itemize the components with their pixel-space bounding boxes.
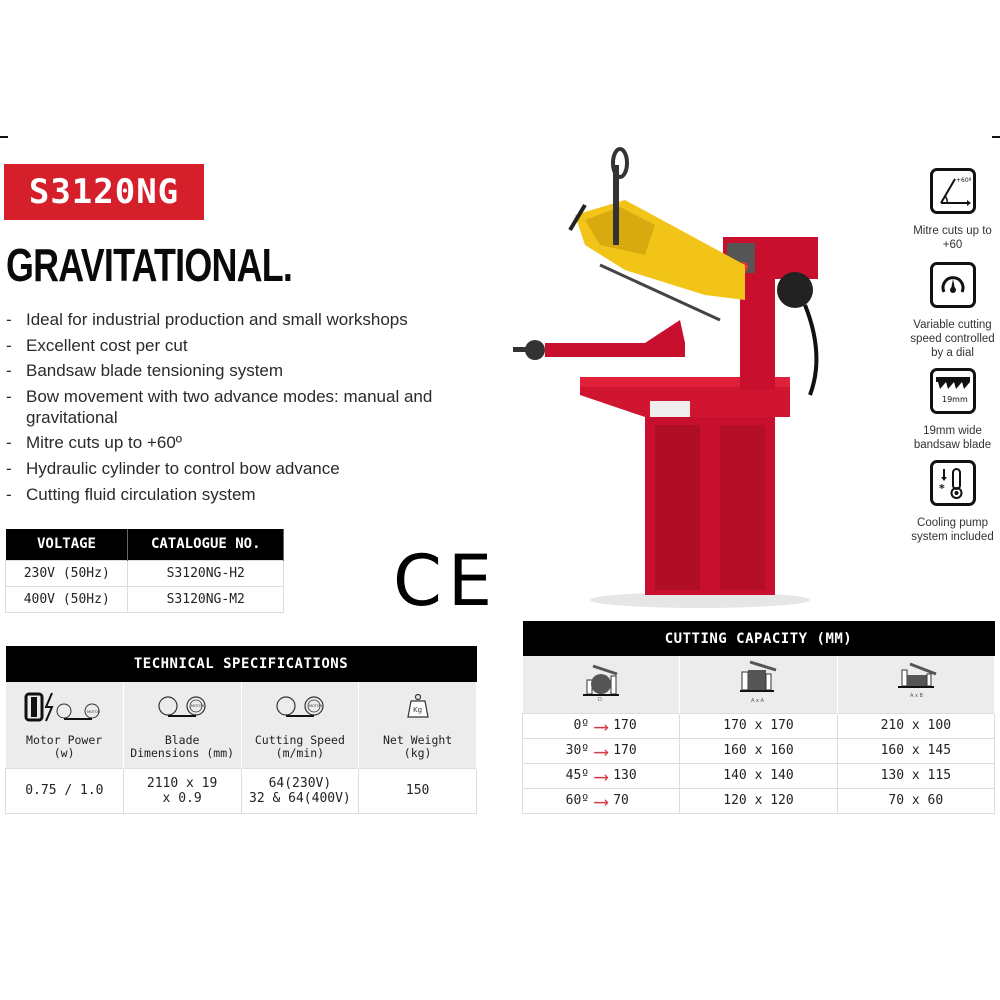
crop-mark-right	[992, 136, 1000, 138]
feature-text: Hydraulic cylinder to control bow advance	[26, 458, 340, 478]
feature-label: Variable cutting speed controlled by a dial	[910, 319, 995, 359]
rect-capacity-cell: 70 x 60	[837, 788, 994, 813]
feature-item	[6, 335, 486, 356]
feature-icons-column	[905, 168, 1000, 544]
square-section-icon	[738, 660, 778, 704]
feature-item	[6, 432, 486, 453]
value-line: 150	[405, 783, 430, 798]
technical-specifications-table	[5, 646, 477, 814]
feature-text: Cutting fluid circulation system	[26, 484, 256, 504]
bullet-dash: -	[6, 335, 12, 355]
table-row	[523, 788, 995, 813]
arrow-icon: ⟶	[595, 713, 608, 738]
ce-certification-mark: CE	[393, 540, 499, 622]
cutting-speed-value	[241, 768, 359, 813]
svg-text:19mm: 19mm	[941, 395, 968, 404]
spec-unit: (m/min)	[275, 746, 325, 760]
feature-label: Mitre cuts up to +60	[913, 225, 992, 251]
blade-dimensions-value	[123, 768, 241, 813]
feature-text: Excellent cost per cut	[26, 335, 188, 355]
bullet-dash: -	[6, 484, 12, 504]
round-capacity-cell	[523, 738, 680, 763]
cutting-capacity-title: CUTTING CAPACITY (MM)	[523, 621, 995, 656]
mitre-angle-icon	[930, 168, 976, 214]
angle: 45º	[565, 768, 590, 783]
arrow-icon: ⟶	[595, 788, 608, 813]
angle: 0º	[573, 718, 590, 733]
feature-speed-dial	[905, 262, 1000, 360]
spec-label: Cutting Speed	[254, 733, 345, 747]
bullet-dash: -	[6, 458, 12, 478]
voltage-cell: 400V (50Hz)	[6, 586, 128, 612]
feature-item	[6, 360, 486, 381]
svg-text:+60º: +60º	[955, 177, 971, 184]
svg-text:MOTOR: MOTOR	[308, 704, 322, 708]
capacity-header-round	[523, 656, 680, 713]
spec-header-net-weight	[359, 682, 477, 768]
feature-item	[6, 309, 486, 330]
voltage-cell: 230V (50Hz)	[6, 560, 128, 586]
round-section-icon	[581, 662, 621, 702]
motor-power-icon	[6, 690, 123, 724]
feature-label: 19mm wide bandsaw blade	[913, 425, 992, 451]
weight-icon	[359, 690, 476, 724]
rect-capacity-cell: 160 x 145	[837, 738, 994, 763]
feature-list	[6, 309, 486, 509]
rect-capacity-cell: 130 x 115	[837, 763, 994, 788]
bullet-dash: -	[6, 433, 12, 453]
capacity-header-rectangular	[837, 656, 994, 713]
feature-text: Bandsaw blade tensioning system	[26, 361, 284, 381]
feature-cooling	[905, 460, 1000, 544]
square-capacity-cell: 170 x 170	[680, 713, 837, 738]
svg-text:A x B: A x B	[909, 693, 923, 700]
round-capacity-cell	[523, 713, 680, 738]
rect-capacity-cell: 210 x 100	[837, 713, 994, 738]
svg-text:*: *	[938, 482, 945, 495]
model-badge: S3120NG	[4, 164, 204, 220]
spec-header-motor-power	[6, 682, 124, 768]
spec-unit: (w)	[53, 746, 75, 760]
bullet-dash: -	[6, 386, 12, 406]
product-headline: GRAVITATIONAL.	[6, 239, 293, 291]
feature-label: Cooling pump system included	[911, 517, 994, 543]
blade-width-icon	[930, 368, 976, 414]
round-capacity-cell	[523, 763, 680, 788]
bandsaw-machine-image	[505, 145, 835, 610]
bullet-dash: -	[6, 310, 12, 329]
blade-dimensions-icon	[124, 690, 241, 724]
voltage-catalogue-table	[5, 529, 284, 613]
angle: 30º	[565, 743, 590, 758]
square-capacity-cell: 120 x 120	[680, 788, 837, 813]
svg-text:MOTOR: MOTOR	[191, 704, 205, 708]
round-value: 170	[613, 743, 637, 758]
table-row	[523, 763, 995, 788]
bullet-dash: -	[6, 361, 12, 381]
feature-item	[6, 386, 486, 428]
arrow-icon: ⟶	[595, 763, 608, 788]
net-weight-value	[359, 768, 477, 813]
cooling-thermometer-icon	[930, 460, 976, 506]
round-value: 130	[613, 768, 637, 783]
table-row	[523, 738, 995, 763]
value-line: 32 & 64(400V)	[249, 790, 351, 806]
spec-unit: Dimensions (mm)	[130, 746, 235, 760]
rectangular-section-icon	[894, 662, 938, 702]
round-value: 70	[613, 793, 629, 808]
table-row	[6, 768, 477, 813]
square-capacity-cell: 160 x 160	[680, 738, 837, 763]
angle: 60º	[565, 793, 590, 808]
square-capacity-cell: 140 x 140	[680, 763, 837, 788]
value-line: x 0.9	[162, 790, 202, 806]
round-capacity-cell	[523, 788, 680, 813]
spec-label: Net Weight	[383, 733, 453, 747]
round-value: 170	[613, 718, 637, 733]
table-row	[523, 713, 995, 738]
svg-text:Kg: Kg	[412, 706, 422, 714]
catalogue-header: CATALOGUE NO.	[128, 529, 284, 560]
svg-text:A x A: A x A	[751, 698, 765, 705]
crop-mark-left	[0, 136, 8, 138]
catalogue-cell: S3120NG-H2	[128, 560, 284, 586]
feature-blade-width	[905, 368, 1000, 452]
speed-dial-icon	[930, 262, 976, 308]
spec-header-blade-dimensions	[123, 682, 241, 768]
feature-text: Mitre cuts up to +60º	[26, 433, 182, 453]
arrow-icon: ⟶	[595, 738, 608, 763]
feature-item	[6, 484, 486, 505]
svg-text:D: D	[597, 697, 602, 703]
feature-text: Bow movement with two advance modes: manual and gravitational	[26, 386, 433, 427]
voltage-header: VOLTAGE	[6, 529, 128, 560]
svg-text:MOTOR: MOTOR	[87, 710, 101, 714]
tech-specs-title: TECHNICAL SPECIFICATIONS	[6, 646, 477, 682]
table-row	[6, 560, 284, 586]
value-line: 0.75 / 1.0	[25, 783, 104, 798]
spec-header-cutting-speed	[241, 682, 359, 768]
cutting-capacity-table	[522, 621, 995, 814]
value-line: 64(230V)	[268, 775, 332, 791]
feature-text: Ideal for industrial production and small workshops	[26, 310, 408, 329]
catalogue-cell: S3120NG-M2	[128, 586, 284, 612]
feature-mitre	[905, 168, 1000, 252]
spec-unit: (kg)	[403, 746, 432, 760]
motor-power-value	[6, 768, 124, 813]
value-line: 2110 x 19	[146, 775, 218, 791]
feature-item	[6, 458, 486, 479]
spec-label: Blade	[164, 733, 200, 747]
capacity-header-square	[680, 656, 837, 713]
spec-label: Motor Power	[26, 733, 103, 747]
cutting-speed-icon	[242, 690, 359, 724]
table-row	[6, 586, 284, 612]
